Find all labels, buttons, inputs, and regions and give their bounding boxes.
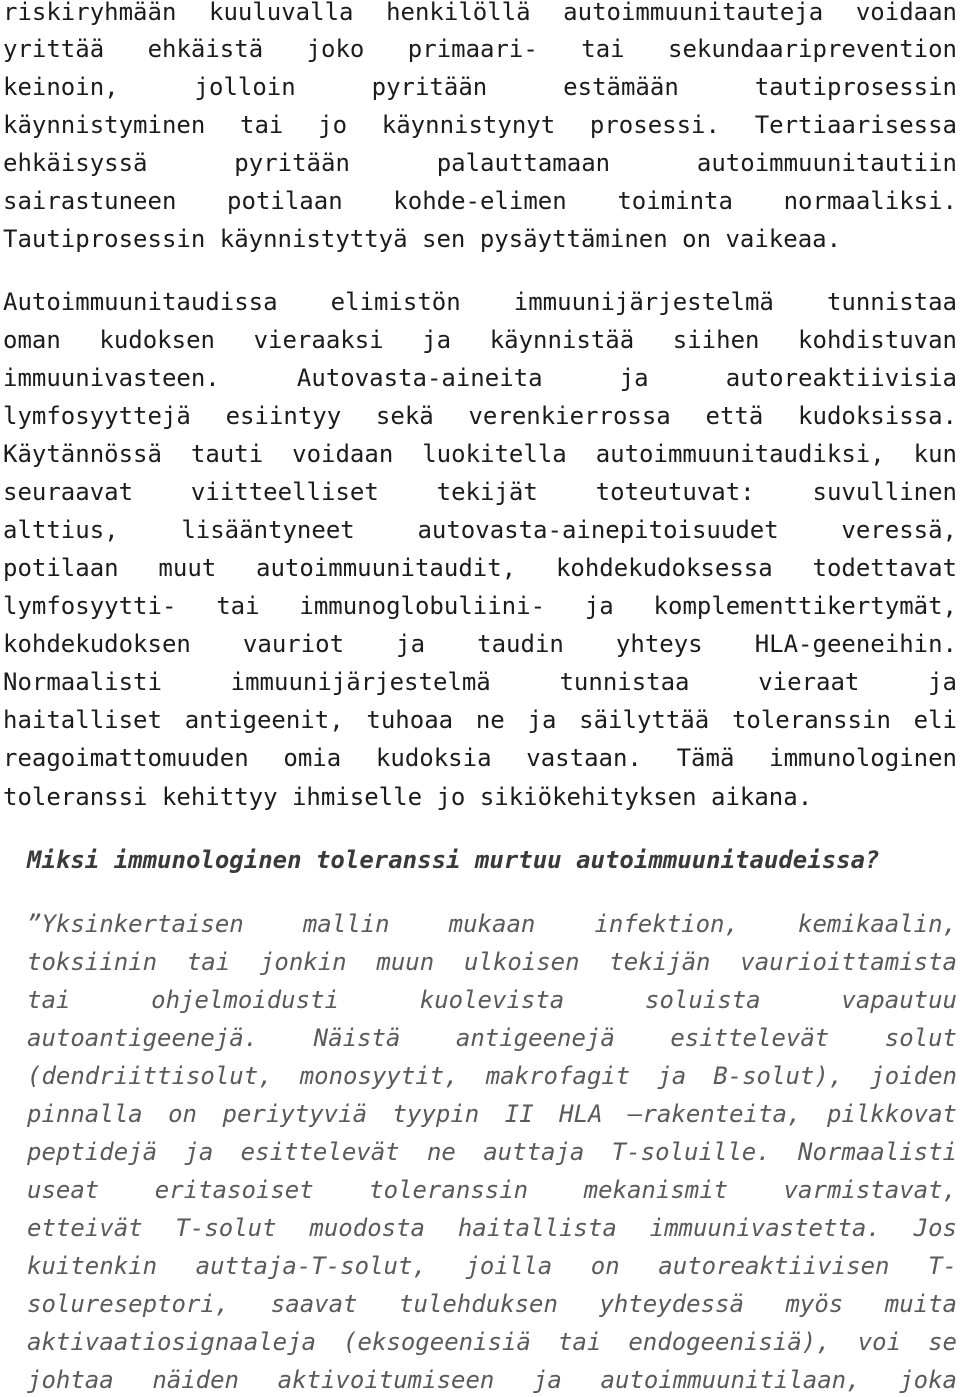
- quote-line: etteivät T-solut muodosta haitallista immuunivastetta. Jos: [27, 1214, 957, 1242]
- quote-line: aktivaatiosignaaleja (eksogeenisiä tai endogeenisiä), voi se: [27, 1328, 957, 1356]
- paragraph-2-line: Käytännössä tauti voidaan luokitella autoimmuunitaudiksi, kun: [3, 440, 957, 468]
- quote-line: autoantigeenejä. Näistä antigeenejä esittelevät solut: [27, 1024, 957, 1052]
- paragraph-2-line: potilaan muut autoimmuunitaudit, kohdekudoksessa todettavat: [3, 554, 957, 582]
- quote-line: tai ohjelmoidusti kuolevista soluista vapautuu: [27, 986, 957, 1014]
- quote-line: pinnalla on periytyviä tyypin II HLA –rakenteita, pilkkovat: [27, 1100, 957, 1128]
- quote-line: toksiinin tai jonkin muun ulkoisen tekijän vaurioittamista: [27, 948, 957, 976]
- section-heading: Miksi immunologinen toleranssi murtuu autoimmuunitaudeissa?: [27, 846, 880, 874]
- paragraph-1-line: käynnistyminen tai jo käynnistynyt prosessi. Tertiaarisessa: [3, 111, 957, 139]
- quote-line: ”Yksinkertaisen mallin mukaan infektion, kemikaalin,: [27, 910, 957, 938]
- paragraph-2-line: lymfosyyttejä esiintyy sekä verenkierrossa että kudoksissa.: [3, 402, 957, 430]
- quote-line: johtaa näiden aktivoitumiseen ja autoimmuunitilaan, joka: [27, 1366, 957, 1394]
- quote-line: (dendriittisolut, monosyytit, makrofagit ja B-solut), joiden: [27, 1062, 957, 1090]
- paragraph-1-line: riskiryhmään kuuluvalla henkilöllä autoimmuunitauteja voidaan: [3, 0, 957, 26]
- paragraph-1-line: ehkäisyssä pyritään palauttamaan autoimmuunitautiin: [3, 149, 957, 177]
- paragraph-2-line: kohdekudoksen vauriot ja taudin yhteys HLA-geeneihin.: [3, 630, 957, 658]
- paragraph-1-line: yrittää ehkäistä joko primaari- tai sekundaariprevention: [3, 35, 957, 63]
- quote-line: kuitenkin auttaja-T-solut, joilla on autoreaktiivisen T-: [27, 1252, 957, 1280]
- paragraph-1-line: sairastuneen potilaan kohde-elimen toiminta normaaliksi.: [3, 187, 957, 215]
- paragraph-2-line: lymfosyytti- tai immunoglobuliini- ja komplementtikertymät,: [3, 592, 957, 620]
- paragraph-2-line: alttius, lisääntyneet autovasta-ainepitoisuudet veressä,: [3, 516, 957, 544]
- paragraph-1-line: Tautiprosessin käynnistyttyä sen pysäyttäminen on vaikeaa.: [3, 225, 842, 253]
- paragraph-1-line: keinoin, jolloin pyritään estämään tautiprosessin: [3, 73, 957, 101]
- paragraph-2-line: immuunivasteen. Autovasta-aineita ja autoreaktiivisia: [3, 364, 957, 392]
- quote-line: useat eritasoiset toleranssin mekanismit varmistavat,: [27, 1176, 957, 1204]
- paragraph-2-line: Autoimmuunitaudissa elimistön immuunijärjestelmä tunnistaa: [3, 288, 957, 316]
- paragraph-2-line: seuraavat viitteelliset tekijät toteutuvat: suvullinen: [3, 478, 957, 506]
- quote-line: solureseptori, saavat tulehduksen yhteydessä myös muita: [27, 1290, 957, 1318]
- paragraph-2-line: toleranssi kehittyy ihmiselle jo sikiökehityksen aikana.: [3, 783, 813, 811]
- quote-line: peptidejä ja esittelevät ne auttaja T-soluille. Normaalisti: [27, 1138, 957, 1166]
- paragraph-2-line: reagoimattomuuden omia kudoksia vastaan. Tämä immunologinen: [3, 744, 957, 772]
- paragraph-2-line: haitalliset antigeenit, tuhoaa ne ja säilyttää toleranssin eli: [3, 706, 957, 734]
- paragraph-2-line: Normaalisti immuunijärjestelmä tunnistaa vieraat ja: [3, 668, 957, 696]
- paragraph-2-line: oman kudoksen vieraaksi ja käynnistää siihen kohdistuvan: [3, 326, 957, 354]
